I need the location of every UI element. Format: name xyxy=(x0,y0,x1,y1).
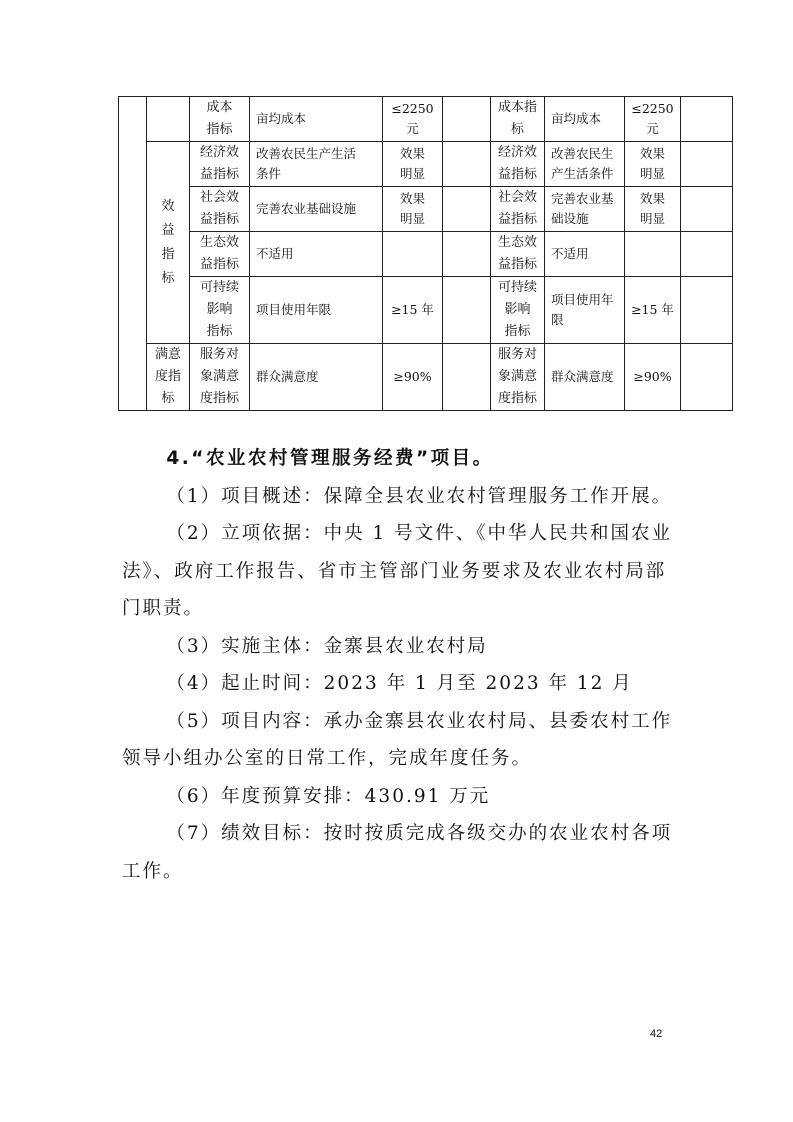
table-cell-level2: 服务对 象满意 度指标 xyxy=(190,344,250,411)
table-cell-value: ≤2250 元 xyxy=(383,97,443,142)
section-heading: 4.“农业农村管理服务经费”项目。 xyxy=(166,448,494,469)
section-body xyxy=(122,440,682,890)
table-cell-indicator: 项目使用年限 xyxy=(250,277,383,344)
table-cell-level2: 可持续 影响 指标 xyxy=(491,277,545,344)
table-cell-indicator: 项目使用年 限 xyxy=(545,277,625,344)
table-cell-value: ≤2250 元 xyxy=(625,97,681,142)
table-cell-empty xyxy=(681,232,733,277)
table-cell-value: ≥90% xyxy=(625,344,681,411)
performance-indicator-table xyxy=(118,96,733,411)
paragraph: （4）起止时间：2023 年 1 月至 2023 年 12 月 xyxy=(166,673,633,694)
table-cell-value: 效果 明显 xyxy=(625,187,681,232)
table-cell-indicator: 亩均成本 xyxy=(250,97,383,142)
table-cell-empty xyxy=(443,277,491,344)
table-cell-empty xyxy=(681,142,733,187)
table-cell-value xyxy=(625,232,681,277)
table-cell-indicator: 群众满意度 xyxy=(250,344,383,411)
table-cell-level2: 生态效 益指标 xyxy=(491,232,545,277)
table-cell-group: 效 益 指 标 xyxy=(147,142,190,344)
table-row xyxy=(119,232,733,277)
page-number: 42 xyxy=(650,1028,663,1040)
table-cell-empty xyxy=(681,97,733,142)
table-cell-value: ≥15 年 xyxy=(383,277,443,344)
table-row xyxy=(119,277,733,344)
table-cell-level2: 成本指 标 xyxy=(491,97,545,142)
table-cell-indicator: 改善农民生 产生活条件 xyxy=(545,142,625,187)
table-cell-level2: 经济效 益指标 xyxy=(190,142,250,187)
table-cell-indicator: 群众满意度 xyxy=(545,344,625,411)
table-row xyxy=(119,142,733,187)
table-cell-level2: 经济效 益指标 xyxy=(491,142,545,187)
table-cell-indicator: 不适用 xyxy=(250,232,383,277)
table-cell-indicator: 完善农业基础设施 xyxy=(250,187,383,232)
table-cell-level2: 服务对 象满意 度指标 xyxy=(491,344,545,411)
table-row xyxy=(119,187,733,232)
paragraph: （1）项目概述：保障全县农业农村管理服务工作开展。 xyxy=(166,485,673,507)
table-row xyxy=(119,344,733,411)
table-cell-indicator: 完善农业基 础设施 xyxy=(545,187,625,232)
table-cell-value: 效果 明显 xyxy=(625,142,681,187)
table-cell-value xyxy=(383,232,443,277)
table-cell-level2: 社会效 益指标 xyxy=(190,187,250,232)
table-cell-group: 满意 度指 标 xyxy=(147,344,190,411)
table-cell-empty xyxy=(443,187,491,232)
paragraph: （5）项目内容：承办金寨县农业农村局、县委农村工作领导小组办公室的日常工作，完成年度任务。 xyxy=(122,710,673,769)
table-row xyxy=(119,97,733,142)
table-cell-value: 效果 明显 xyxy=(383,187,443,232)
table-cell-empty xyxy=(681,187,733,232)
table-cell-empty xyxy=(147,97,190,142)
paragraph: （2）立项依据：中央 1 号文件、《中华人民共和国农业法》、政府工作报告、省市主管部门业务要求及农业农村局部门职责。 xyxy=(122,523,672,619)
table-cell-empty xyxy=(443,97,491,142)
table-cell-level2: 成本 指标 xyxy=(190,97,250,142)
paragraph: （3）实施主体：金寨县农业农村局 xyxy=(166,635,488,657)
table-cell-indicator: 改善农民生产生活 条件 xyxy=(250,142,383,187)
table-cell-empty xyxy=(119,97,147,411)
table-cell-empty xyxy=(681,277,733,344)
table-cell-level2: 可持续 影响 指标 xyxy=(190,277,250,344)
table-cell-value: ≥15 年 xyxy=(625,277,681,344)
paragraph: （6）年度预算安排：430.91 万元 xyxy=(166,785,491,807)
table-cell-empty xyxy=(443,232,491,277)
table-cell-empty xyxy=(443,344,491,411)
table-cell-value: 效果 明显 xyxy=(383,142,443,187)
table-cell-empty xyxy=(443,142,491,187)
table-cell-indicator: 亩均成本 xyxy=(545,97,625,142)
table-cell-value: ≥90% xyxy=(383,344,443,411)
table-cell-empty xyxy=(681,344,733,411)
table-cell-level2: 生态效 益指标 xyxy=(190,232,250,277)
table-cell-level2: 社会效 益指标 xyxy=(491,187,545,232)
table-cell-indicator: 不适用 xyxy=(545,232,625,277)
paragraph: （7）绩效目标：按时按质完成各级交办的农业农村各项工作。 xyxy=(122,823,673,882)
